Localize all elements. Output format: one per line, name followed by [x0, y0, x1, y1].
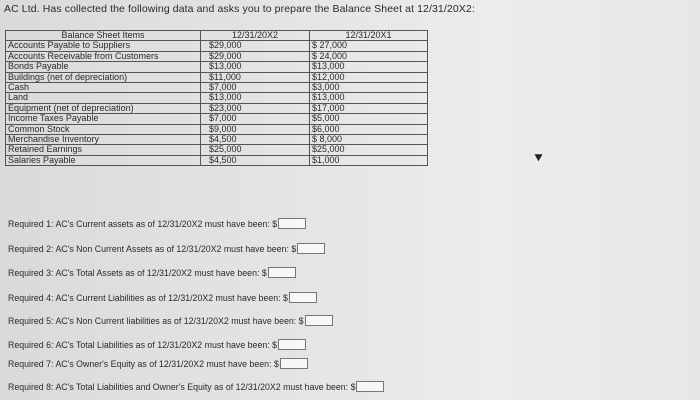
header-items: Balance Sheet Items: [6, 31, 201, 41]
row-item-label: Equipment (net of depreciation): [6, 103, 201, 113]
row-value-20x1: $12,000: [310, 72, 428, 82]
table-row: [6, 51, 428, 61]
table-row: [6, 72, 428, 82]
row-value-20x2: $7,000: [201, 83, 310, 93]
requirement-7: [8, 358, 308, 369]
requirement-text: Required 8: AC's Total Liabilities and Owner's Equity as of 12/31/20X2 must have been: $: [8, 381, 356, 392]
row-item-label: Merchandise Inventory: [6, 135, 201, 145]
row-value-20x2: $23,000: [201, 103, 310, 113]
row-value-20x2: $29,000: [201, 51, 310, 61]
answer-input[interactable]: [278, 218, 306, 229]
row-value-20x1: $3,000: [310, 83, 428, 93]
row-item-label: Salaries Payable: [6, 155, 201, 165]
row-value-20x1: $1,000: [310, 155, 428, 165]
row-item-label: Accounts Payable to Suppliers: [6, 41, 201, 51]
row-value-20x1: $ 24,000: [310, 51, 428, 61]
header-year-1: 12/31/20X1: [310, 31, 428, 41]
row-value-20x1: $13,000: [310, 62, 428, 72]
table-row: [6, 155, 428, 165]
row-value-20x2: $13,000: [201, 62, 310, 72]
row-value-20x2: $9,000: [201, 124, 310, 134]
answer-input[interactable]: [278, 339, 306, 350]
requirement-text: Required 4: AC's Current Liabilities as of 12/31/20X2 must have been: $: [8, 292, 288, 303]
row-value-20x2: $29,000: [201, 41, 310, 51]
requirement-5: [8, 315, 333, 326]
table-row: [6, 103, 428, 113]
header-year-2: 12/31/20X2: [201, 31, 310, 41]
requirement-text: Required 1: AC's Current assets as of 12/31/20X2 must have been: $: [8, 218, 278, 229]
row-value-20x2: $7,000: [201, 114, 310, 124]
row-value-20x2: $4,500: [201, 135, 310, 145]
requirement-4: [8, 292, 317, 303]
row-item-label: Common Stock: [6, 124, 201, 134]
requirement-8: [8, 381, 384, 392]
table-row: [6, 41, 428, 51]
answer-input[interactable]: [280, 358, 308, 369]
requirement-3: [8, 267, 296, 278]
table-row: [6, 62, 428, 72]
balance-sheet-table: [5, 30, 428, 166]
requirement-1: [8, 218, 306, 229]
row-item-label: Accounts Receivable from Customers: [6, 51, 201, 61]
row-item-label: Land: [6, 93, 201, 103]
row-value-20x2: $13,000: [201, 93, 310, 103]
row-item-label: Bonds Payable: [6, 62, 201, 72]
row-item-label: Cash: [6, 83, 201, 93]
mouse-pointer-icon: [534, 151, 544, 161]
row-item-label: Retained Earnings: [6, 145, 201, 155]
row-value-20x1: $5,000: [310, 114, 428, 124]
row-value-20x2: $4,500: [201, 155, 310, 165]
row-value-20x1: $25,000: [310, 145, 428, 155]
requirement-text: Required 3: AC's Total Assets as of 12/31/20X2 must have been: $: [8, 267, 267, 278]
row-value-20x2: $25,000: [201, 145, 310, 155]
balance-sheet-body: [6, 41, 428, 166]
row-value-20x1: $13,000: [310, 93, 428, 103]
problem-intro: AC Ltd. Has collected the following data and asks you to prepare the Balance Sheet at 12/31/20X2:: [4, 3, 475, 15]
requirement-text: Required 7: AC's Owner's Equity as of 12/31/20X2 must have been: $: [8, 358, 279, 369]
table-row: [6, 114, 428, 124]
table-row: [6, 83, 428, 93]
table-row: [6, 124, 428, 134]
answer-input[interactable]: [356, 381, 384, 392]
answer-input[interactable]: [305, 315, 333, 326]
row-value-20x1: $6,000: [310, 124, 428, 134]
answer-input[interactable]: [297, 243, 325, 254]
answer-input[interactable]: [289, 292, 317, 303]
table-row: [6, 145, 428, 155]
requirement-text: Required 2: AC's Non Current Assets as of 12/31/20X2 must have been: $: [8, 243, 297, 254]
row-item-label: Income Taxes Payable: [6, 114, 201, 124]
table-header-row: [6, 31, 428, 41]
row-item-label: Buildings (net of depreciation): [6, 72, 201, 82]
requirement-text: Required 5: AC's Non Current liabilities as of 12/31/20X2 must have been: $: [8, 315, 304, 326]
requirement-text: Required 6: AC's Total Liabilities as of 12/31/20X2 must have been: $: [8, 339, 278, 350]
requirement-2: [8, 243, 325, 254]
requirement-6: [8, 339, 306, 350]
table-row: [6, 93, 428, 103]
answer-input[interactable]: [268, 267, 296, 278]
row-value-20x1: $17,000: [310, 103, 428, 113]
row-value-20x2: $11,000: [201, 72, 310, 82]
table-row: [6, 135, 428, 145]
row-value-20x1: $ 27,000: [310, 41, 428, 51]
row-value-20x1: $ 8,000: [310, 135, 428, 145]
